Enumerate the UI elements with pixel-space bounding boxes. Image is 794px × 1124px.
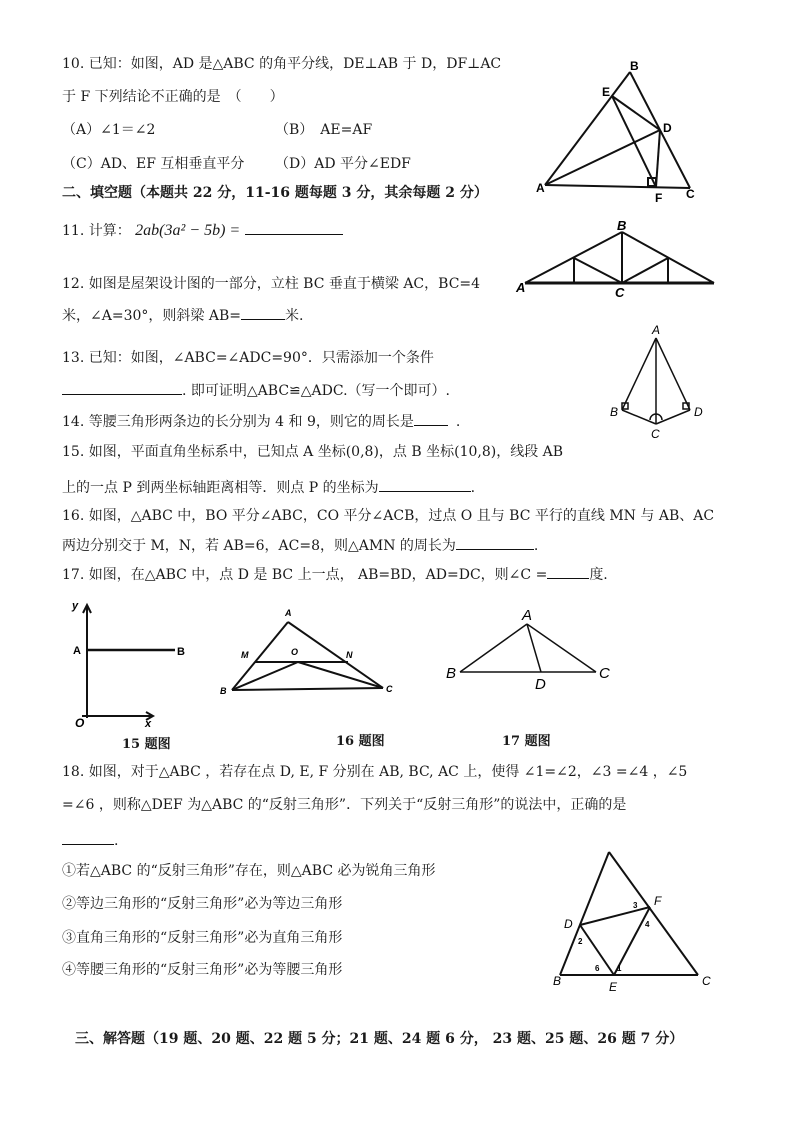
q13-answer-blank[interactable]	[62, 380, 182, 395]
q18-label-c: C	[702, 974, 711, 988]
q10-label-d: D	[663, 121, 672, 135]
q13-label-a: A	[652, 323, 661, 337]
q10-label-f: F	[655, 191, 663, 205]
q12-line2	[62, 305, 303, 325]
q18-line3	[62, 830, 118, 850]
q17-tail: 度.	[589, 567, 608, 583]
q10-option-c: （C）AD、EF 互相垂直平分	[62, 156, 245, 172]
q10-label-a: A	[536, 181, 545, 195]
q10-option-b: （B） AE=AF	[275, 122, 373, 138]
section2-title: 二、填空题（本题共 22 分，11-16 题每题 3 分，其余每题 2 分）	[62, 185, 488, 201]
q10-label-c: C	[686, 187, 695, 201]
q18-statement-1: ①若△ABC 的“反射三角形”存在，则△ABC 必为锐角三角形	[62, 863, 436, 879]
q18-label-d: D	[564, 917, 573, 931]
q15-line2-text: 上的一点 P 到两坐标轴距离相等．则点 P 的坐标为	[62, 480, 379, 496]
q16-line1: 16. 如图，△ABC 中，BO 平分∠ABC，CO 平分∠ACB，过点 O 且与 BC 平行的直线 MN 与 AB、AC	[62, 508, 715, 524]
q13-label-d: D	[694, 405, 703, 419]
q18-label-f: F	[654, 894, 662, 908]
q16-line2	[62, 535, 538, 555]
q15-line1: 15. 如图，平面直角坐标系中，已知点 A 坐标(0,8)，点 B 坐标(10,8)，线段 AB	[62, 444, 564, 460]
q18-angle-4: 4	[645, 920, 650, 929]
q10-stem-line1: 10. 已知：如图，AD 是△ABC 的角平分线，DE⊥AB 于 D，DF⊥AC	[62, 56, 502, 72]
q18-label-b: B	[553, 974, 562, 988]
q12-label-c: C	[615, 285, 625, 300]
fig16-label-c: C	[386, 684, 393, 694]
q18-statement-3: ③直角三角形的“反射三角形”必为直角三角形	[62, 930, 343, 946]
q12-label-a: A	[516, 280, 526, 295]
fig15-label-o: O	[75, 716, 85, 730]
q10-option-d: （D）AD 平分∠EDF	[275, 156, 411, 172]
q18-angle-1: 2	[578, 937, 583, 946]
q18-statement-4: ④等腰三角形的“反射三角形”必为等腰三角形	[62, 962, 343, 978]
q13-line2-text: . 即可证明△ABC≌△ADC.（写一个即可）.	[182, 383, 450, 399]
q10-label-b: B	[630, 59, 639, 73]
fig16-label-o: O	[291, 647, 299, 657]
q14	[62, 411, 460, 431]
fig15-caption: 15 题图	[122, 737, 171, 752]
q12-label-b: B	[617, 218, 627, 233]
section3-title: 三、解答题（19 题、20 题、22 题 5 分；21 题、24 题 6 分， 23 题、25 题、26 题 7 分）	[75, 1031, 684, 1047]
q13-label-c: C	[651, 427, 660, 441]
fig17-label-b: B	[446, 665, 457, 682]
q18-angle-6: 6	[595, 964, 600, 973]
q17-answer-blank[interactable]	[547, 564, 589, 579]
q18-label-e: E	[609, 980, 618, 994]
q17-text: 17. 如图，在△ABC 中，点 D 是 BC 上一点， AB=BD，AD=DC，则∠C =	[62, 567, 548, 583]
q18-tail: .	[114, 833, 119, 849]
q13-label-b: B	[610, 405, 619, 419]
q12-line2-text: 米，∠A=30°，则斜梁 AB=	[62, 308, 241, 324]
q18-angle-5: 1	[617, 964, 622, 973]
q10-stem-line2: 于 F 下列结论不正确的是 （ ）	[62, 89, 284, 105]
fig16-label-m: M	[241, 650, 249, 660]
q11	[62, 220, 343, 240]
q16-tail: .	[533, 538, 539, 554]
q11-answer-blank[interactable]	[245, 220, 343, 235]
q16-line2-text: 两边分别交于 M，N，若 AB=6，AC=8，则△AMN 的周长为	[62, 538, 456, 554]
q15-tail: .	[470, 480, 476, 496]
fig16-label-n: N	[346, 650, 353, 660]
q12-line1: 12. 如图是屋架设计图的一部分，立柱 BC 垂直于横梁 AC，BC=4	[62, 276, 481, 292]
fig15-label-x: x	[145, 718, 152, 730]
fig16-label-a: A	[285, 608, 292, 618]
q18-line2: =∠6 ，则称△DEF 为△ABC 的“反射三角形”．下列关于“反射三角形”的说法中，正确的是	[62, 797, 627, 813]
q11-expression: 2ab(3a² − 5b) =	[135, 222, 241, 239]
q13-line2	[62, 380, 450, 400]
q10-option-a: （A）∠1＝∠2	[62, 122, 156, 138]
fig16-label-b: B	[220, 686, 227, 696]
fig17-caption: 17 题图	[502, 734, 551, 749]
q17	[62, 564, 608, 584]
q12-unit: 米.	[284, 308, 304, 324]
q15-line2	[62, 477, 475, 497]
q10-label-e: E	[602, 85, 611, 99]
fig15-label-a: A	[73, 645, 81, 657]
q12-answer-blank[interactable]	[241, 305, 285, 320]
q15-answer-blank[interactable]	[379, 477, 471, 492]
q18-line1: 18. 如图，对于△ABC ，若存在点 D, E, F 分别在 AB, BC, AC 上，使得 ∠1=∠2，∠3 =∠4 ，∠5	[62, 764, 688, 780]
fig17-label-d: D	[535, 676, 546, 693]
fig15-label-y: y	[72, 600, 79, 612]
q11-prefix: 11. 计算：	[62, 223, 131, 239]
q14-text: 14. 等腰三角形两条边的长分别为 4 和 9，则它的周长是	[62, 414, 414, 430]
q16-answer-blank[interactable]	[456, 535, 534, 550]
fig15-label-b: B	[177, 646, 185, 658]
fig17-label-c: C	[599, 665, 610, 682]
fig17-label-a: A	[522, 607, 533, 624]
q14-tail: .	[455, 414, 461, 430]
q18-angle-3: 3	[633, 901, 638, 910]
q13-line1: 13. 已知：如图，∠ABC=∠ADC=90°．只需添加一个条件	[62, 350, 434, 366]
q18-answer-blank[interactable]	[62, 830, 114, 845]
q14-answer-blank[interactable]	[414, 411, 448, 426]
fig16-caption: 16 题图	[336, 734, 385, 749]
q18-statement-2: ②等边三角形的“反射三角形”必为等边三角形	[62, 896, 343, 912]
